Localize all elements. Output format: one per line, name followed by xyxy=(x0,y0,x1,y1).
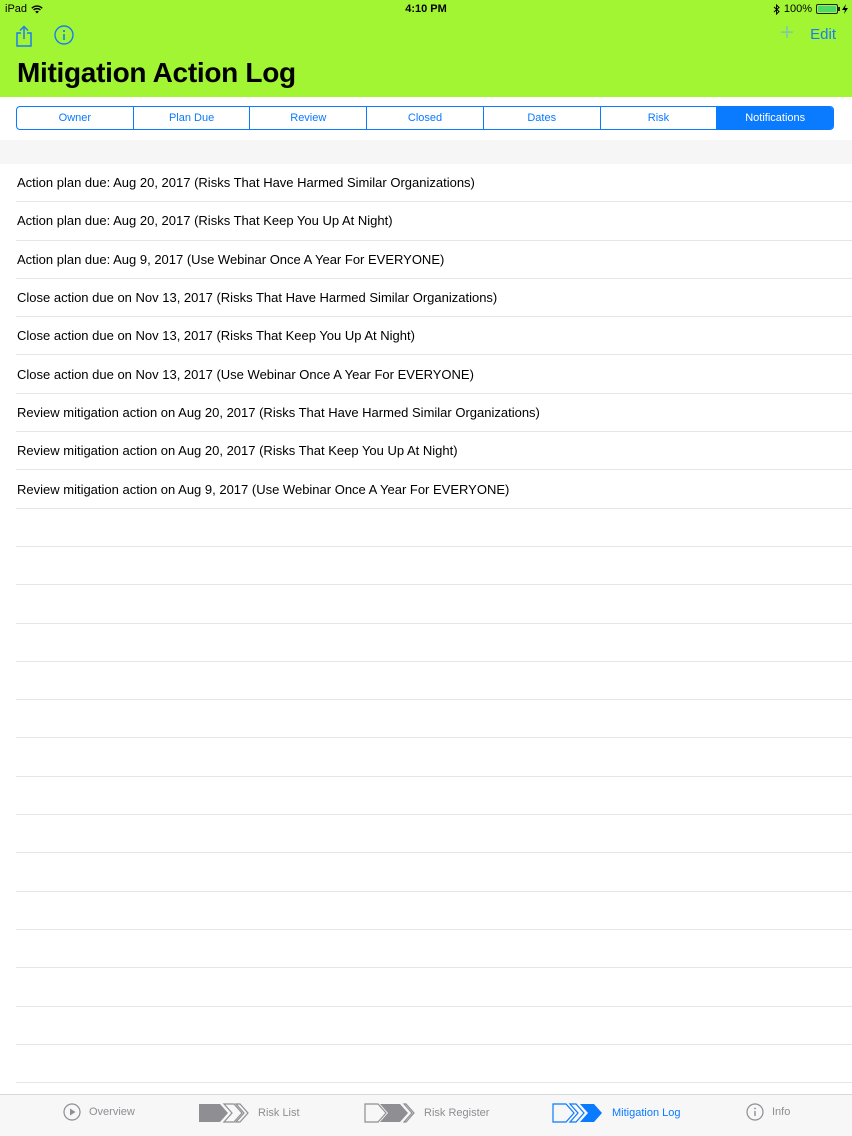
mitigation-log-arrows-icon xyxy=(552,1103,604,1123)
risk-list-arrows-icon xyxy=(198,1103,250,1123)
empty-row xyxy=(16,892,852,930)
segment-plan-due[interactable]: Plan Due xyxy=(134,107,251,129)
empty-row xyxy=(16,624,852,662)
notification-list xyxy=(0,164,852,1083)
list-item[interactable]: Close action due on Nov 13, 2017 (Use Webinar Once A Year For EVERYONE) xyxy=(16,355,852,393)
empty-row xyxy=(16,738,852,776)
list-item[interactable]: Close action due on Nov 13, 2017 (Risks That Keep You Up At Night) xyxy=(16,317,852,355)
nav-header xyxy=(0,0,852,97)
empty-row xyxy=(16,700,852,738)
empty-row xyxy=(16,815,852,853)
segment-owner[interactable]: Owner xyxy=(17,107,134,129)
list-item[interactable]: Review mitigation action on Aug 20, 2017 (Risks That Keep You Up At Night) xyxy=(16,432,852,470)
status-right xyxy=(773,3,848,15)
battery-percent: 100% xyxy=(783,3,812,15)
filter-segmented-control xyxy=(16,106,834,130)
tab-bar xyxy=(0,1094,852,1136)
status-bar xyxy=(0,0,852,18)
list-item[interactable]: Action plan due: Aug 20, 2017 (Risks That Keep You Up At Night) xyxy=(16,202,852,240)
empty-row xyxy=(16,585,852,623)
tab-overview-label: Overview xyxy=(89,1106,135,1118)
tab-mitigation-log-label: Mitigation Log xyxy=(612,1107,681,1119)
info-icon xyxy=(54,25,74,45)
battery-icon xyxy=(816,4,838,14)
segment-dates[interactable]: Dates xyxy=(484,107,601,129)
empty-row xyxy=(16,1007,852,1045)
list-item[interactable]: Review mitigation action on Aug 9, 2017 (Use Webinar Once A Year For EVERYONE) xyxy=(16,470,852,508)
play-circle-icon xyxy=(63,1103,81,1121)
share-icon xyxy=(14,25,34,47)
empty-row xyxy=(16,853,852,891)
status-time: 4:10 PM xyxy=(405,3,447,15)
tab-risk-list-label: Risk List xyxy=(258,1107,300,1119)
section-header xyxy=(0,140,852,164)
segment-notifications[interactable]: Notifications xyxy=(717,107,833,129)
tab-info-label: Info xyxy=(772,1106,791,1118)
segment-closed[interactable]: Closed xyxy=(367,107,484,129)
tab-risk-list[interactable] xyxy=(198,1103,300,1123)
empty-row xyxy=(16,968,852,1006)
segment-risk[interactable]: Risk xyxy=(601,107,718,129)
empty-row xyxy=(16,509,852,547)
edit-button[interactable]: Edit xyxy=(810,26,836,43)
info-circle-icon xyxy=(746,1103,764,1121)
tab-risk-register[interactable] xyxy=(364,1103,489,1123)
info-button[interactable] xyxy=(54,25,74,45)
tab-info[interactable] xyxy=(746,1103,790,1121)
page-title: Mitigation Action Log xyxy=(17,57,296,88)
empty-row xyxy=(16,777,852,815)
share-button[interactable] xyxy=(14,25,34,47)
device-label: iPad xyxy=(5,3,28,15)
list-item[interactable]: Close action due on Nov 13, 2017 (Risks That Have Harmed Similar Organizations) xyxy=(16,279,852,317)
battery-fill xyxy=(818,6,836,12)
empty-row xyxy=(16,547,852,585)
list-item[interactable]: Action plan due: Aug 9, 2017 (Use Webinar Once A Year For EVERYONE) xyxy=(16,241,852,279)
tab-mitigation-log[interactable] xyxy=(552,1103,681,1123)
tab-overview[interactable] xyxy=(63,1103,135,1121)
segment-review[interactable]: Review xyxy=(250,107,367,129)
bluetooth-icon xyxy=(773,4,780,15)
tab-risk-register-label: Risk Register xyxy=(424,1107,490,1119)
list-item[interactable]: Review mitigation action on Aug 20, 2017 (Risks That Have Harmed Similar Organizations) xyxy=(16,394,852,432)
add-button[interactable]: + xyxy=(779,19,794,46)
empty-row xyxy=(16,1045,852,1083)
charging-icon xyxy=(842,4,848,14)
list-item[interactable]: Action plan due: Aug 20, 2017 (Risks That Have Harmed Similar Organizations) xyxy=(16,164,852,202)
empty-row xyxy=(16,930,852,968)
risk-register-arrows-icon xyxy=(364,1103,416,1123)
empty-row xyxy=(16,662,852,700)
